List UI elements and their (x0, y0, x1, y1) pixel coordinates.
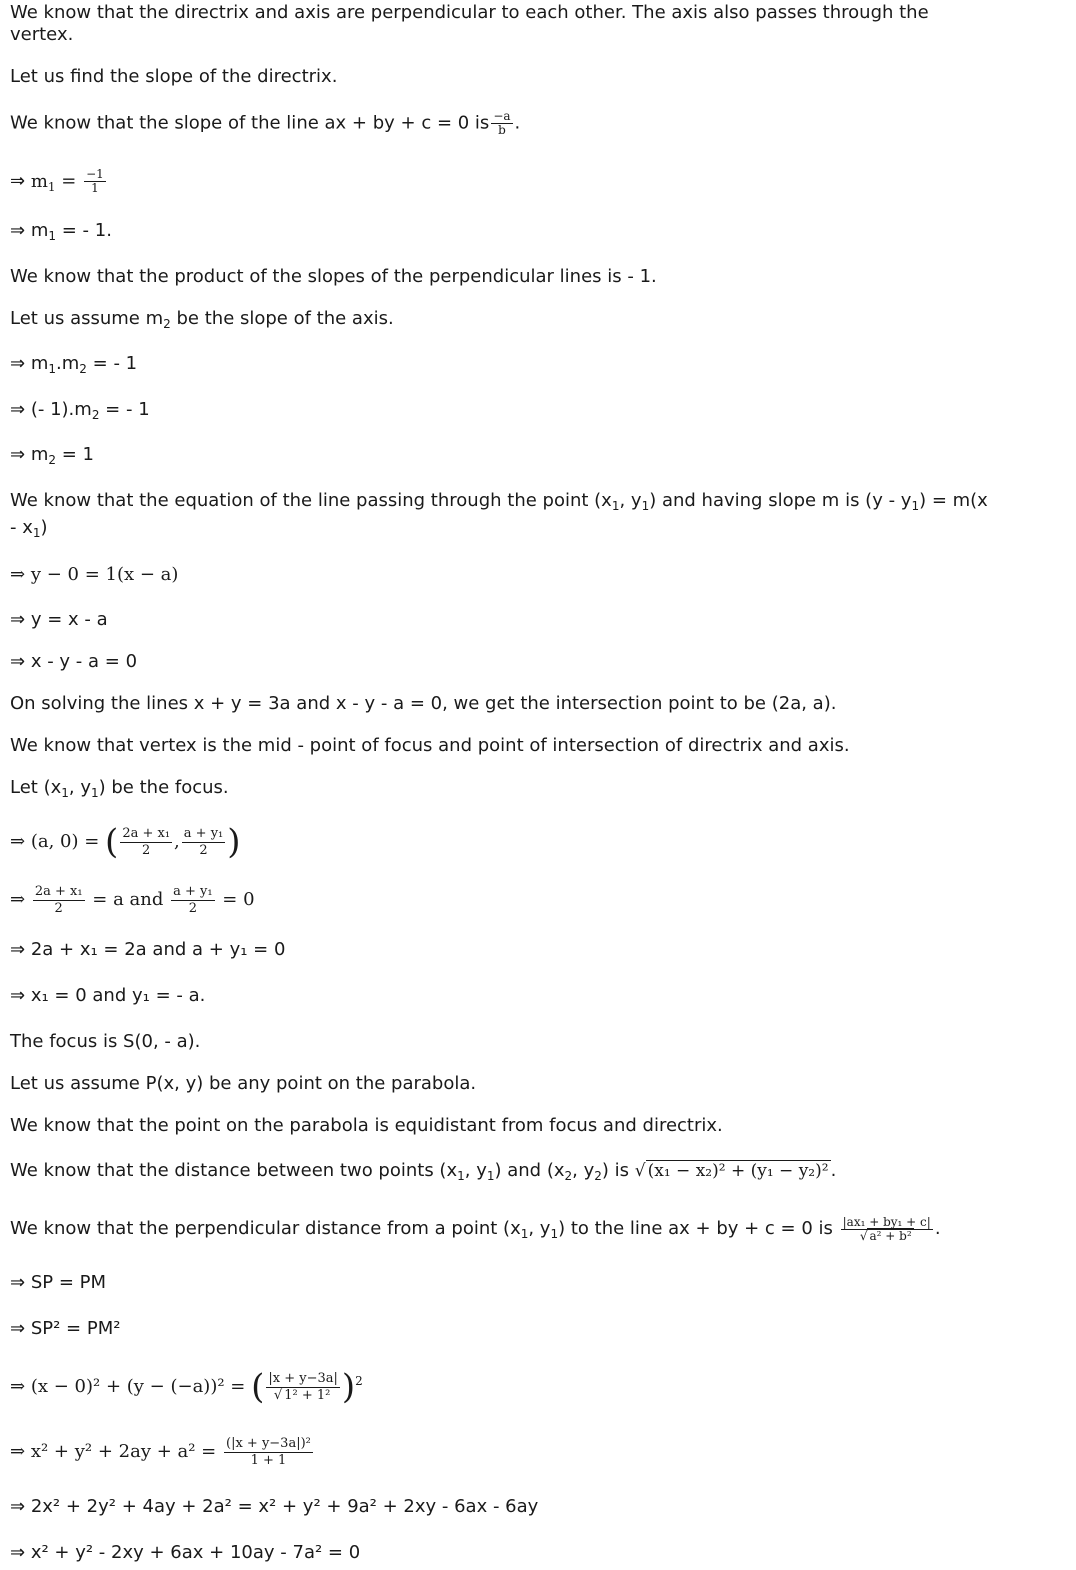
midpoint-y-fraction: $\frac{\text{a + y₁}}{2}$ (183, 825, 224, 858)
slope-fraction: $\frac{-a}{b}$ (493, 109, 511, 137)
equation-midpoint-split: ⇒ $\frac{\text{2a + x₁}}{2}$ = a and $\frac{\text{a + y₁}}{2}$ = 0 (10, 883, 255, 916)
text-line: Let us assume $m_2$ be the slope of the axis. (10, 308, 394, 331)
equation-axis-1: ⇒ y − 0 = 1(x − a) (10, 564, 179, 585)
text-line: Let us find the slope of the directrix. (10, 66, 338, 87)
m1-fraction: $\frac{-1}{1}$ (86, 167, 104, 195)
split-y-fraction: $\frac{\text{a + y₁}}{2}$ (173, 883, 213, 916)
perpendicular-distance-line: We know that the perpendicular distance from a point ($x_1$, $y_1$) to the line ax + by + c = 0 is $\frac{\text{|ax₁ + by₁ + c|}}{\text{√ a² + b²}}$ . (10, 1214, 941, 1243)
point-slope-line-cont: - $x_1$) (10, 517, 48, 540)
equation-axis-3: ⇒ x - y - a = 0 (10, 651, 138, 672)
text-line: We know that the product of the slopes of the perpendicular lines is - 1. (10, 266, 657, 287)
equation-m1-value: ⇒ $m_1$ = - 1. (10, 220, 112, 243)
equation-midpoint: ⇒ (a, 0) = ( $\frac{\text{2a + x₁}}{2}$ , $\frac{\text{a + y₁}}{2}$ ) (10, 822, 241, 862)
intro-line-cont: vertex. (10, 24, 74, 45)
text-line: On solving the lines x + y = 3a and x - y - a = 0, we get the intersection point to be (2a, a). (10, 693, 837, 714)
text-line: Let ($x_1$, $y_1$) be the focus. (10, 777, 229, 800)
equation-expanded: ⇒ x² + y² + 2ay + a² = $\frac{\text{(|x + y−3a|)²}}{1 + 1}$ (10, 1435, 311, 1468)
intro-line: We know that the directrix and axis are perpendicular to each other. The axis also passes through the (10, 2, 929, 23)
perp-distance-fraction: $\frac{\text{|ax₁ + by₁ + c|}}{\text{√ a² + b²}}$ (842, 1214, 931, 1243)
equation-product: ⇒ $m_1.m_2$ = - 1 (10, 353, 138, 376)
equation-substitute: ⇒ (- $1).m_2$ = - 1 (10, 399, 150, 422)
equation-simplified: ⇒ 2x² + 2y² + 4ay + 2a² = x² + y² + 9a² + 2xy - 6ax - 6ay (10, 1496, 539, 1517)
distance-formula-line: We know that the distance between two points ($x_1$, $y_1$) and ($x_2$, $y_2$) is √ (x₁ − x₂)² + (y₁ − y₂)² . (10, 1160, 837, 1183)
equation-sp-pm-squared: ⇒ SP² = PM² (10, 1318, 121, 1339)
split-x-fraction: $\frac{\text{2a + x₁}}{2}$ (34, 883, 83, 916)
equation-m2-value: ⇒ $m_2 = 1$ (10, 444, 94, 467)
distance-fraction: $\frac{|x + y-3a|}{\text{√ 1² + 1²}}$ (268, 1370, 338, 1403)
equation-m1-fraction: ⇒ $m_1$ = $\frac{-1}{1}$ (10, 167, 104, 195)
expanded-fraction: $\frac{\text{(|x + y−3a|)²}}{1 + 1}$ (226, 1435, 311, 1468)
midpoint-x-fraction: $\frac{\text{2a + x₁}}{2}$ (122, 825, 171, 858)
equation-distance-substituted: ⇒ (x − 0)² + (y − (−a))² = ( $\frac{|x + y-3a|}{\text{√ 1² + 1²}}$ )$^2$ (10, 1367, 363, 1407)
equation-final: ⇒ x² + y² - 2xy + 6ax + 10ay - 7a² = 0 (10, 1542, 361, 1563)
slope-formula-line: We know that the slope of the line ax + by + c = 0 is $\frac{-a}{b}$ . (10, 109, 521, 137)
equation-sp-pm: ⇒ SP = PM (10, 1272, 107, 1293)
text-line: We know that the point on the parabola is equidistant from focus and directrix. (10, 1115, 723, 1136)
text-line: We know that vertex is the mid - point of focus and point of intersection of directrix and axis. (10, 735, 850, 756)
text-line: The focus is S(0, - a). (10, 1031, 201, 1052)
text-line: Let us assume P(x, y) be any point on the parabola. (10, 1073, 477, 1094)
equation-focus-coords: ⇒ 2a + x₁ = 2a and a + y₁ = 0 (10, 939, 286, 960)
equation-axis-2: ⇒ y = x - a (10, 609, 108, 630)
equation-focus-values: ⇒ x₁ = 0 and y₁ = - a. (10, 985, 206, 1006)
point-slope-line: We know that the equation of the line passing through the point ($x_1$, $y_1$) and having slope m is $(y - y_1) = m(x$ (10, 490, 988, 513)
